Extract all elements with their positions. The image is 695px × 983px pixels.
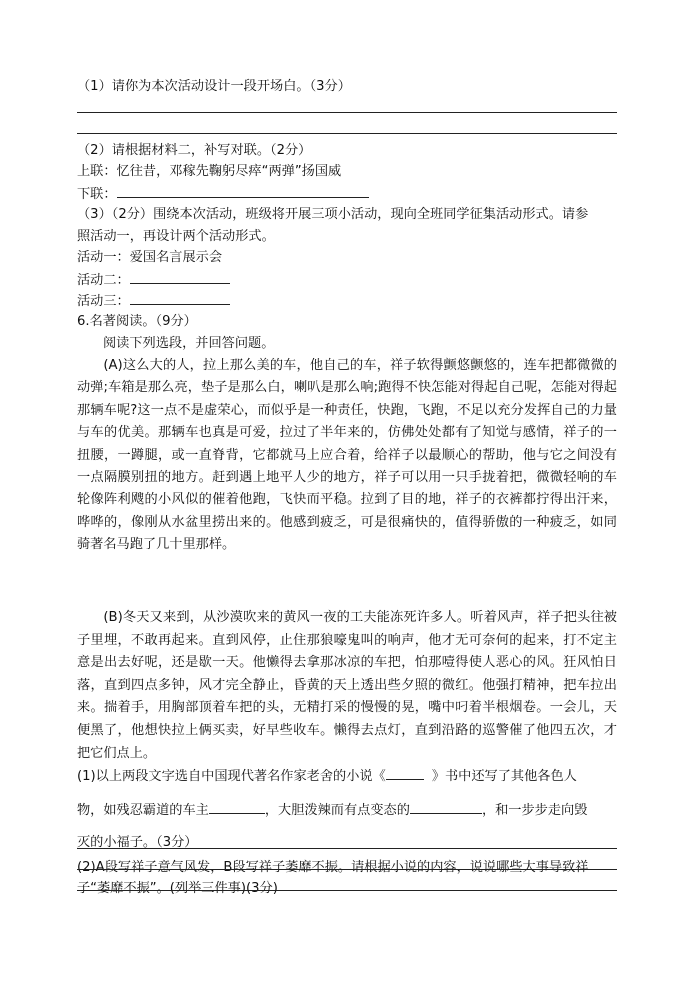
couplet-lower: [77, 183, 369, 205]
activity-1: 活动一：爱国名言展示会: [77, 250, 223, 265]
sub-question-1-text-a: (1)以上两段文字选自中国现代著名作家老舍的小说《: [77, 769, 386, 784]
activity-2-blank[interactable]: [130, 269, 230, 284]
activity-3-label: 活动三：: [77, 294, 130, 309]
answer-line[interactable]: [77, 112, 617, 113]
sub-question-1-line1: [77, 765, 577, 787]
sub-question-1-text-b: 》书中还写了其他各色人: [431, 769, 577, 784]
sub-question-1-line2: [77, 799, 587, 821]
couplet-lower-blank[interactable]: [117, 183, 369, 198]
novel-title-blank[interactable]: [386, 765, 424, 780]
car-owner-blank[interactable]: [209, 799, 265, 814]
activity-2-label: 活动二：: [77, 273, 130, 288]
couplet-lower-label: 下联：: [77, 187, 117, 202]
answer-line[interactable]: [77, 890, 617, 891]
answer-line[interactable]: [77, 869, 617, 870]
activity-3: [77, 290, 230, 312]
question-2-prompt: （2）请根据材料二，补写对联。（2分）: [77, 143, 312, 158]
sub-question-1-line3: 灭的小福子。（3分）: [77, 835, 198, 850]
answer-line[interactable]: [77, 848, 617, 849]
sub-question-1-text-c: 物，如残忍霸道的车主: [77, 803, 209, 818]
passage-a: (A)这么大的人，拉上那么美的车，他自己的车，祥子软得颤悠颤悠的，连车把都微微的动弹;车箱是那么亮，垫子是那么白，喇叭是那么响;跑得不快怎能对得起自己呢，怎能对得起那辆车呢?这一点不是虚荣心，而似乎是一种责任，快跑，飞跑，不足以充分发挥自己的力量与车的优美。那辆车也真是可爱，拉过了半年来的，仿佛处处都有了知觉与感情，祥子的一扭腰，一蹲腿，或一直脊背，它都就马上应合着，给祥子以最顺心的帮助，他与它之间没有一点隔膜别扭的地方。赶到遇上地平人少的地方，祥子可以用一只手拢着把，微微轻响的车轮像阵利飕的小风似的催着他跑，飞快而平稳。拉到了目的地，祥子的衣裤都拧得出汗来，哗哗的，像刚从水盆里捞出来的。他感到疲乏，可是很痛快的，值得骄傲的一种疲乏，如同骑著名马跑了几十里那样。: [77, 358, 617, 553]
passage-b: (B)冬天又来到，从沙漠吹来的黄风一夜的工夫能冻死许多人。听着风声，祥子把头往被子里埋，不敢再起来。直到风停，止住那狼嚎鬼叫的响声，他才无可奈何的起来，打不定主意是出去好呢，还是歇一天。他懒得去拿那冰凉的车把，怕那噎得使人恶心的风。狂风怕日落，直到四点多钟，风才完全静止，昏黄的天上透出些夕照的微红。他强打精神，把车拉出来。揣着手，用胸部顶着车把的头，无精打采的慢慢的晃，嘴中叼着半根烟卷。一会儿，天便黑了，他想快拉上俩买卖，好早些收车。懒得去点灯，直到沿路的巡警催了他四五次，才把它们点上。: [77, 610, 617, 761]
question-3-prompt-cont: 照活动一，再设计两个活动形式。: [77, 229, 275, 244]
character-blank[interactable]: [410, 799, 482, 814]
sub-question-2-line1: (2)A段写祥子意气风发，B段写祥子萎靡不振。请根据小说的内容，说说哪些大事导致祥: [77, 860, 589, 875]
answer-line[interactable]: [77, 133, 617, 134]
sub-question-2-line2: 子“萎靡不振”。(列举三件事)(3分): [77, 881, 278, 896]
activity-2: [77, 269, 230, 291]
sub-question-1-text-d: ，大胆泼辣而有点变态的: [264, 803, 410, 818]
question-1-prompt: （1）请你为本次活动设计一段开场白。（3分）: [77, 79, 351, 94]
activity-3-blank[interactable]: [130, 290, 230, 305]
section-6-title: 6.名著阅读。（9分）: [77, 314, 197, 329]
section-6-intro: 阅读下列选段，并回答问题。: [103, 336, 275, 351]
sub-question-1-text-e: ，和一步步走向毁: [481, 803, 588, 818]
question-3-prompt: （3）（2分）围绕本次活动，班级将开展三项小活动，现向全班同学征集活动形式。请参: [77, 207, 589, 222]
couplet-upper: 上联：忆往昔，邓稼先鞠躬尽瘁“两弹”扬国威: [77, 164, 342, 179]
